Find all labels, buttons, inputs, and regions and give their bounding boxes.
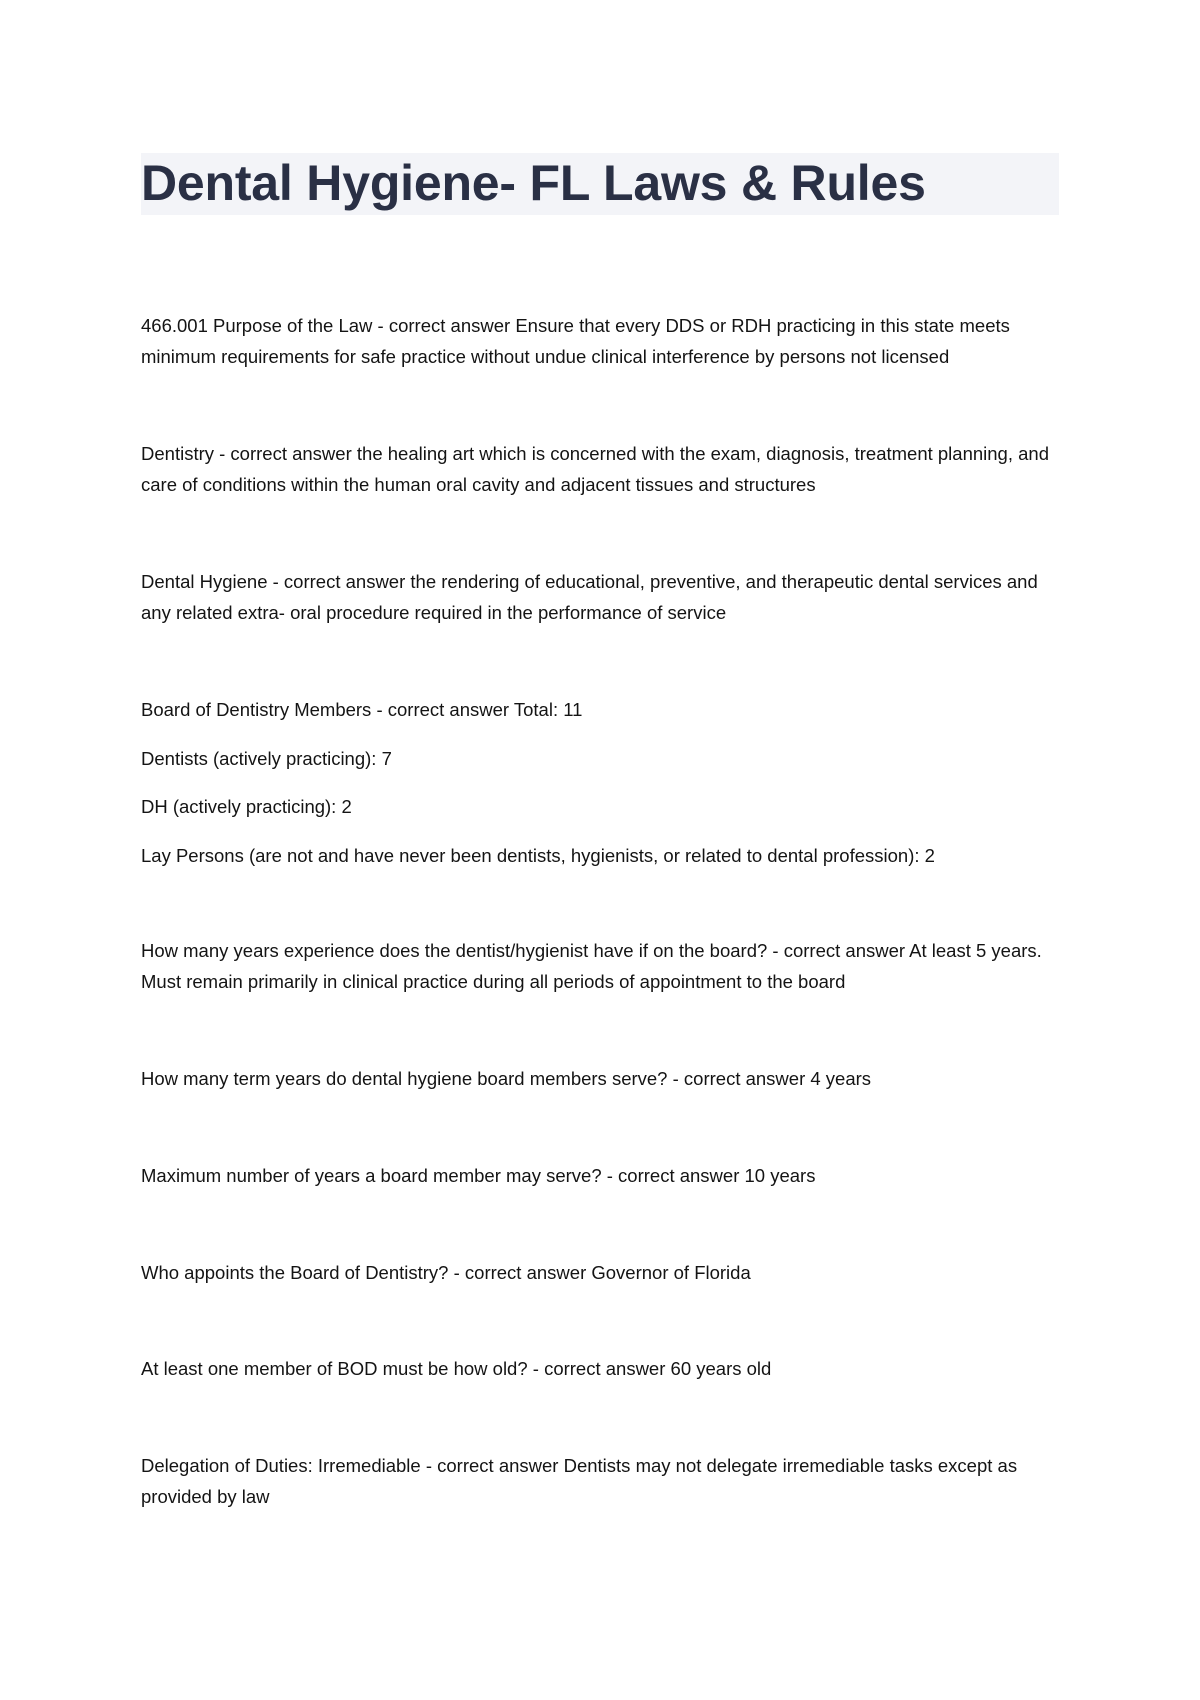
entry-maximum-years: Maximum number of years a board member may serve? - correct answer 10 years: [141, 1165, 816, 1186]
entry-board-members-dh: DH (actively practicing): 2: [141, 796, 352, 817]
document-title: Dental Hygiene- FL Laws & Rules: [141, 155, 926, 211]
entry-board-members: Board of Dentistry Members - correct answer Total: 11: [141, 699, 583, 720]
entry-board-members-dentists: Dentists (actively practicing): 7: [141, 748, 392, 769]
entry-term-years: How many term years do dental hygiene board members serve? - correct answer 4 years: [141, 1068, 872, 1089]
entry-years-experience: How many years experience does the dentist/hygienist have if on the board? - correct answer At least 5 years. Must remain primarily in clinical practice during all periods of appointment to the board: [141, 940, 1042, 992]
entry-member-age: At least one member of BOD must be how old? - correct answer 60 years old: [141, 1358, 772, 1379]
entry-purpose-of-law: 466.001 Purpose of the Law - correct answer Ensure that every DDS or RDH practicing in this state meets minimum requirements for safe practice without undue clinical interference by persons not licensed: [141, 315, 1010, 367]
entry-dental-hygiene: Dental Hygiene - correct answer the rendering of educational, preventive, and therapeutic dental services and any related extra- oral procedure required in the performance of service: [141, 571, 1038, 623]
entry-appoints-board: Who appoints the Board of Dentistry? - correct answer Governor of Florida: [141, 1262, 751, 1283]
entry-board-members-lay-persons: Lay Persons (are not and have never been dentists, hygienists, or related to dental profession): 2: [141, 845, 935, 866]
entry-dentistry: Dentistry - correct answer the healing art which is concerned with the exam, diagnosis, treatment planning, and care of conditions within the human oral cavity and adjacent tissues and structures: [141, 443, 1049, 495]
entry-delegation-irremediable: Delegation of Duties: Irremediable - correct answer Dentists may not delegate irremediable tasks except as provided by law: [141, 1455, 1018, 1507]
